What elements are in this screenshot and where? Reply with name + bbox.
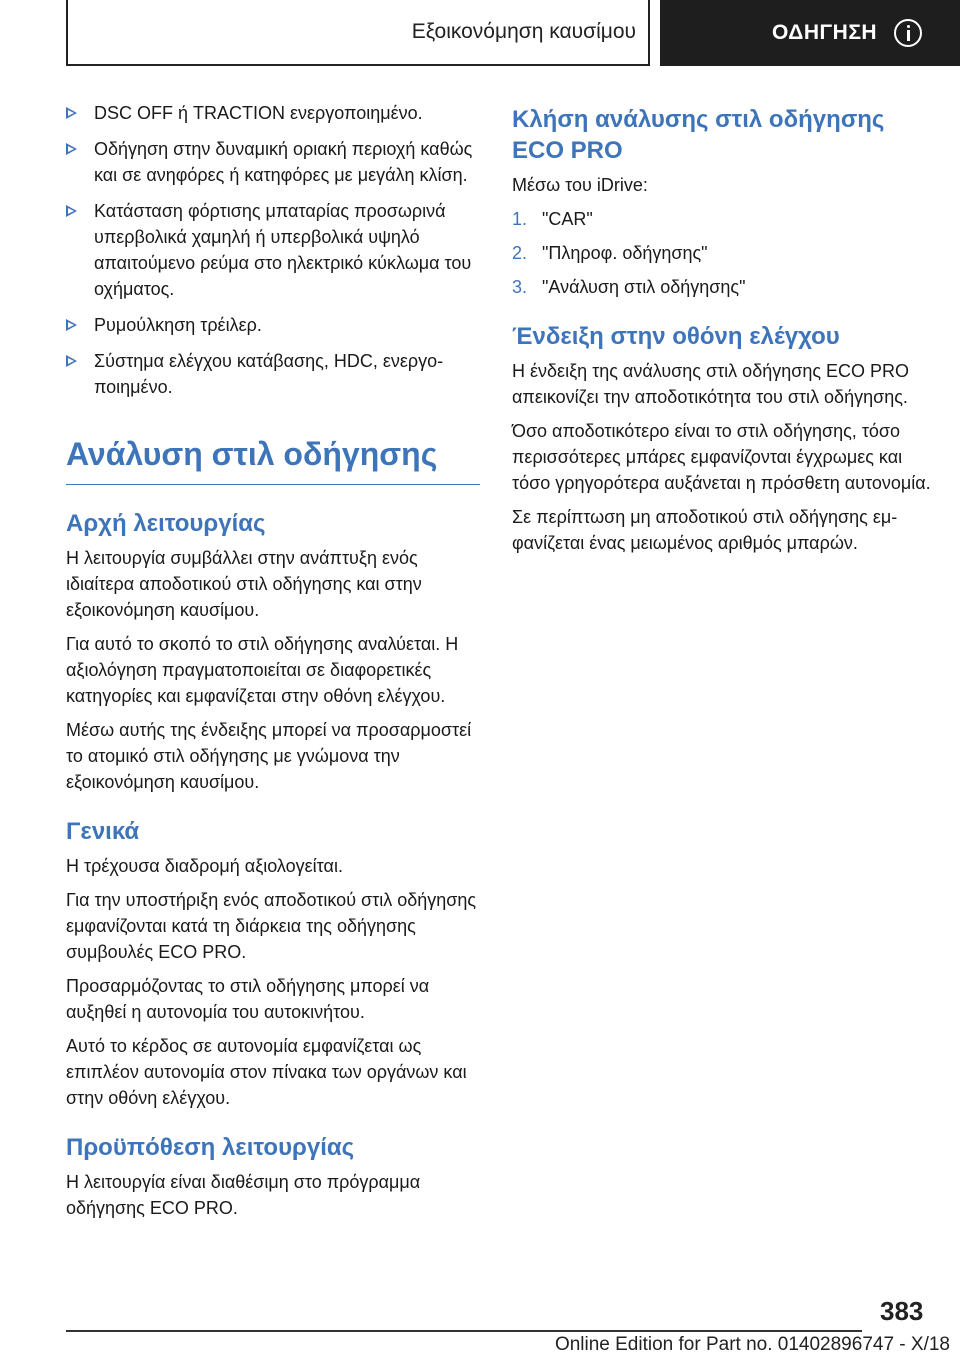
- footer-divider: [66, 1330, 862, 1332]
- header-section-title: Εξοικονόμηση καυσίμου: [411, 20, 636, 43]
- triangle-bullet-icon: [66, 143, 77, 155]
- triangle-bullet-icon: [66, 205, 77, 217]
- paragraph: Σε περίπτωση μη αποδοτικού στιλ οδήγησης εμφανίζεται ένας μειωμένος αριθμός μπαρών.: [512, 507, 898, 553]
- paragraph: Μέσω αυτής της ένδειξης μπορεί να προσαρμοστεί το ατομικό στιλ οδήγησης με γνώμονα την εξοικονόμηση καυσίμου.: [66, 720, 472, 792]
- left-column: [66, 100, 480, 1229]
- heading-general: Γενικά: [66, 818, 140, 845]
- heading-precondition: Προϋπόθεση λειτουργίας: [66, 1134, 355, 1161]
- list-item: Ρυμούλκηση τρέιλερ.: [66, 312, 480, 338]
- paragraph: Αυτό το κέρδος σε αυτονομία εμφανίζεται ως επιπλέον αυτονομία στον πίνακα των οργάνων και στην οθόνη ελέγχου.: [66, 1036, 467, 1108]
- heading-principle: Αρχή λειτουργίας: [66, 510, 266, 537]
- triangle-bullet-icon: [66, 355, 77, 367]
- paragraph: Όσο αποδοτικότερο είναι το στιλ οδήγησης, τόσο περισσότερες μπάρες εμφανίζονται έγχρωμες και τόσο γρηγορότερα αυξάνεται η πρόσθετη αυτονομία.: [512, 421, 931, 493]
- step-text: "Ανάλυση στιλ οδήγησης": [542, 277, 746, 297]
- paragraph: Η τρέχουσα διαδρομή αξιολογείται.: [66, 856, 343, 876]
- step-number: 3.: [512, 277, 528, 297]
- footer-edition: Online Edition for Part no. 01402896747 - X/18: [554, 1334, 950, 1355]
- step-number: 1.: [512, 209, 528, 229]
- triangle-bullet-icon: [66, 319, 77, 331]
- triangle-bullet-icon: [66, 107, 77, 119]
- paragraph: Η ένδειξη της ανάλυσης στιλ οδήγησης ECO PRO απεικονίζει την αποδοτικότητα του στιλ οδήγησης.: [512, 361, 910, 407]
- step-text: "Πληροφ. οδήγησης": [542, 243, 708, 263]
- list-item: Οδήγηση στην δυναμική οριακή περιοχή καθώς και σε ανηφόρες ή κατηφόρες με μεγάλη κλίση.: [66, 136, 480, 188]
- step-number: 2.: [512, 243, 528, 263]
- condition-bullet-list: [66, 100, 480, 400]
- step-text: "CAR": [542, 209, 593, 229]
- paragraph: Η λειτουργία είναι διαθέσιμη στο πρόγραμμα οδήγησης ECO PRO.: [66, 1172, 421, 1218]
- paragraph: Η λειτουργία συμβάλλει στην ανάπτυξη ενός ιδιαίτερα αποδοτικού στιλ οδήγησης και στην εξοικονόμηση καυσίμου.: [66, 548, 422, 620]
- list-item: [512, 240, 932, 266]
- right-column: [512, 100, 932, 564]
- paragraph: Για αυτό το σκοπό το στιλ οδήγησης αναλύεται. Η αξιολόγηση πραγματοποιείται σε διαφορετικές κατηγορίες και εμφανίζεται στην οθόνη ελέγχου.: [66, 634, 459, 706]
- header-chapter-tab: [660, 0, 960, 66]
- section-title: Ανάλυση στιλ οδήγησης: [66, 434, 480, 485]
- paragraph: Μέσω του iDrive:: [512, 175, 648, 195]
- page-number: 383: [880, 1296, 924, 1326]
- header-chapter-title: ΟΔΗΓΗΣΗ: [772, 21, 878, 44]
- heading-call-analysis: Κλήση ανάλυσης στιλ οδήγησης ECO PRO: [512, 106, 885, 164]
- steps-list: [512, 206, 932, 300]
- list-item: Σύστημα ελέγχου κατάβασης, HDC, ενεργοποιημένο.: [66, 348, 480, 400]
- paragraph: Προσαρμόζοντας το στιλ οδήγησης μπορεί να αυξηθεί η αυτονομία του αυτοκινήτου.: [66, 976, 430, 1022]
- heading-display: Ένδειξη στην οθόνη ελέγχου: [512, 323, 840, 350]
- list-item: Κατάσταση φόρτισης μπαταρίας προσωρινά υπερβολικά χαμηλή ή υπερβολικά υψηλό απαιτούμενο ρεύμα στο ηλεκτρικό κύκλωμα του οχήματος.: [66, 198, 480, 302]
- info-icon: [894, 19, 922, 47]
- list-item: [512, 274, 932, 300]
- paragraph: Για την υποστήριξη ενός αποδοτικού στιλ οδήγησης εμφανίζονται κατά τη διάρκεια της οδήγησης συμβουλές ECO PRO.: [66, 890, 477, 962]
- list-item: DSC OFF ή TRACTION ενεργοποιημένο.: [66, 100, 480, 126]
- list-item: [512, 206, 932, 232]
- header-section-tab: [66, 0, 650, 66]
